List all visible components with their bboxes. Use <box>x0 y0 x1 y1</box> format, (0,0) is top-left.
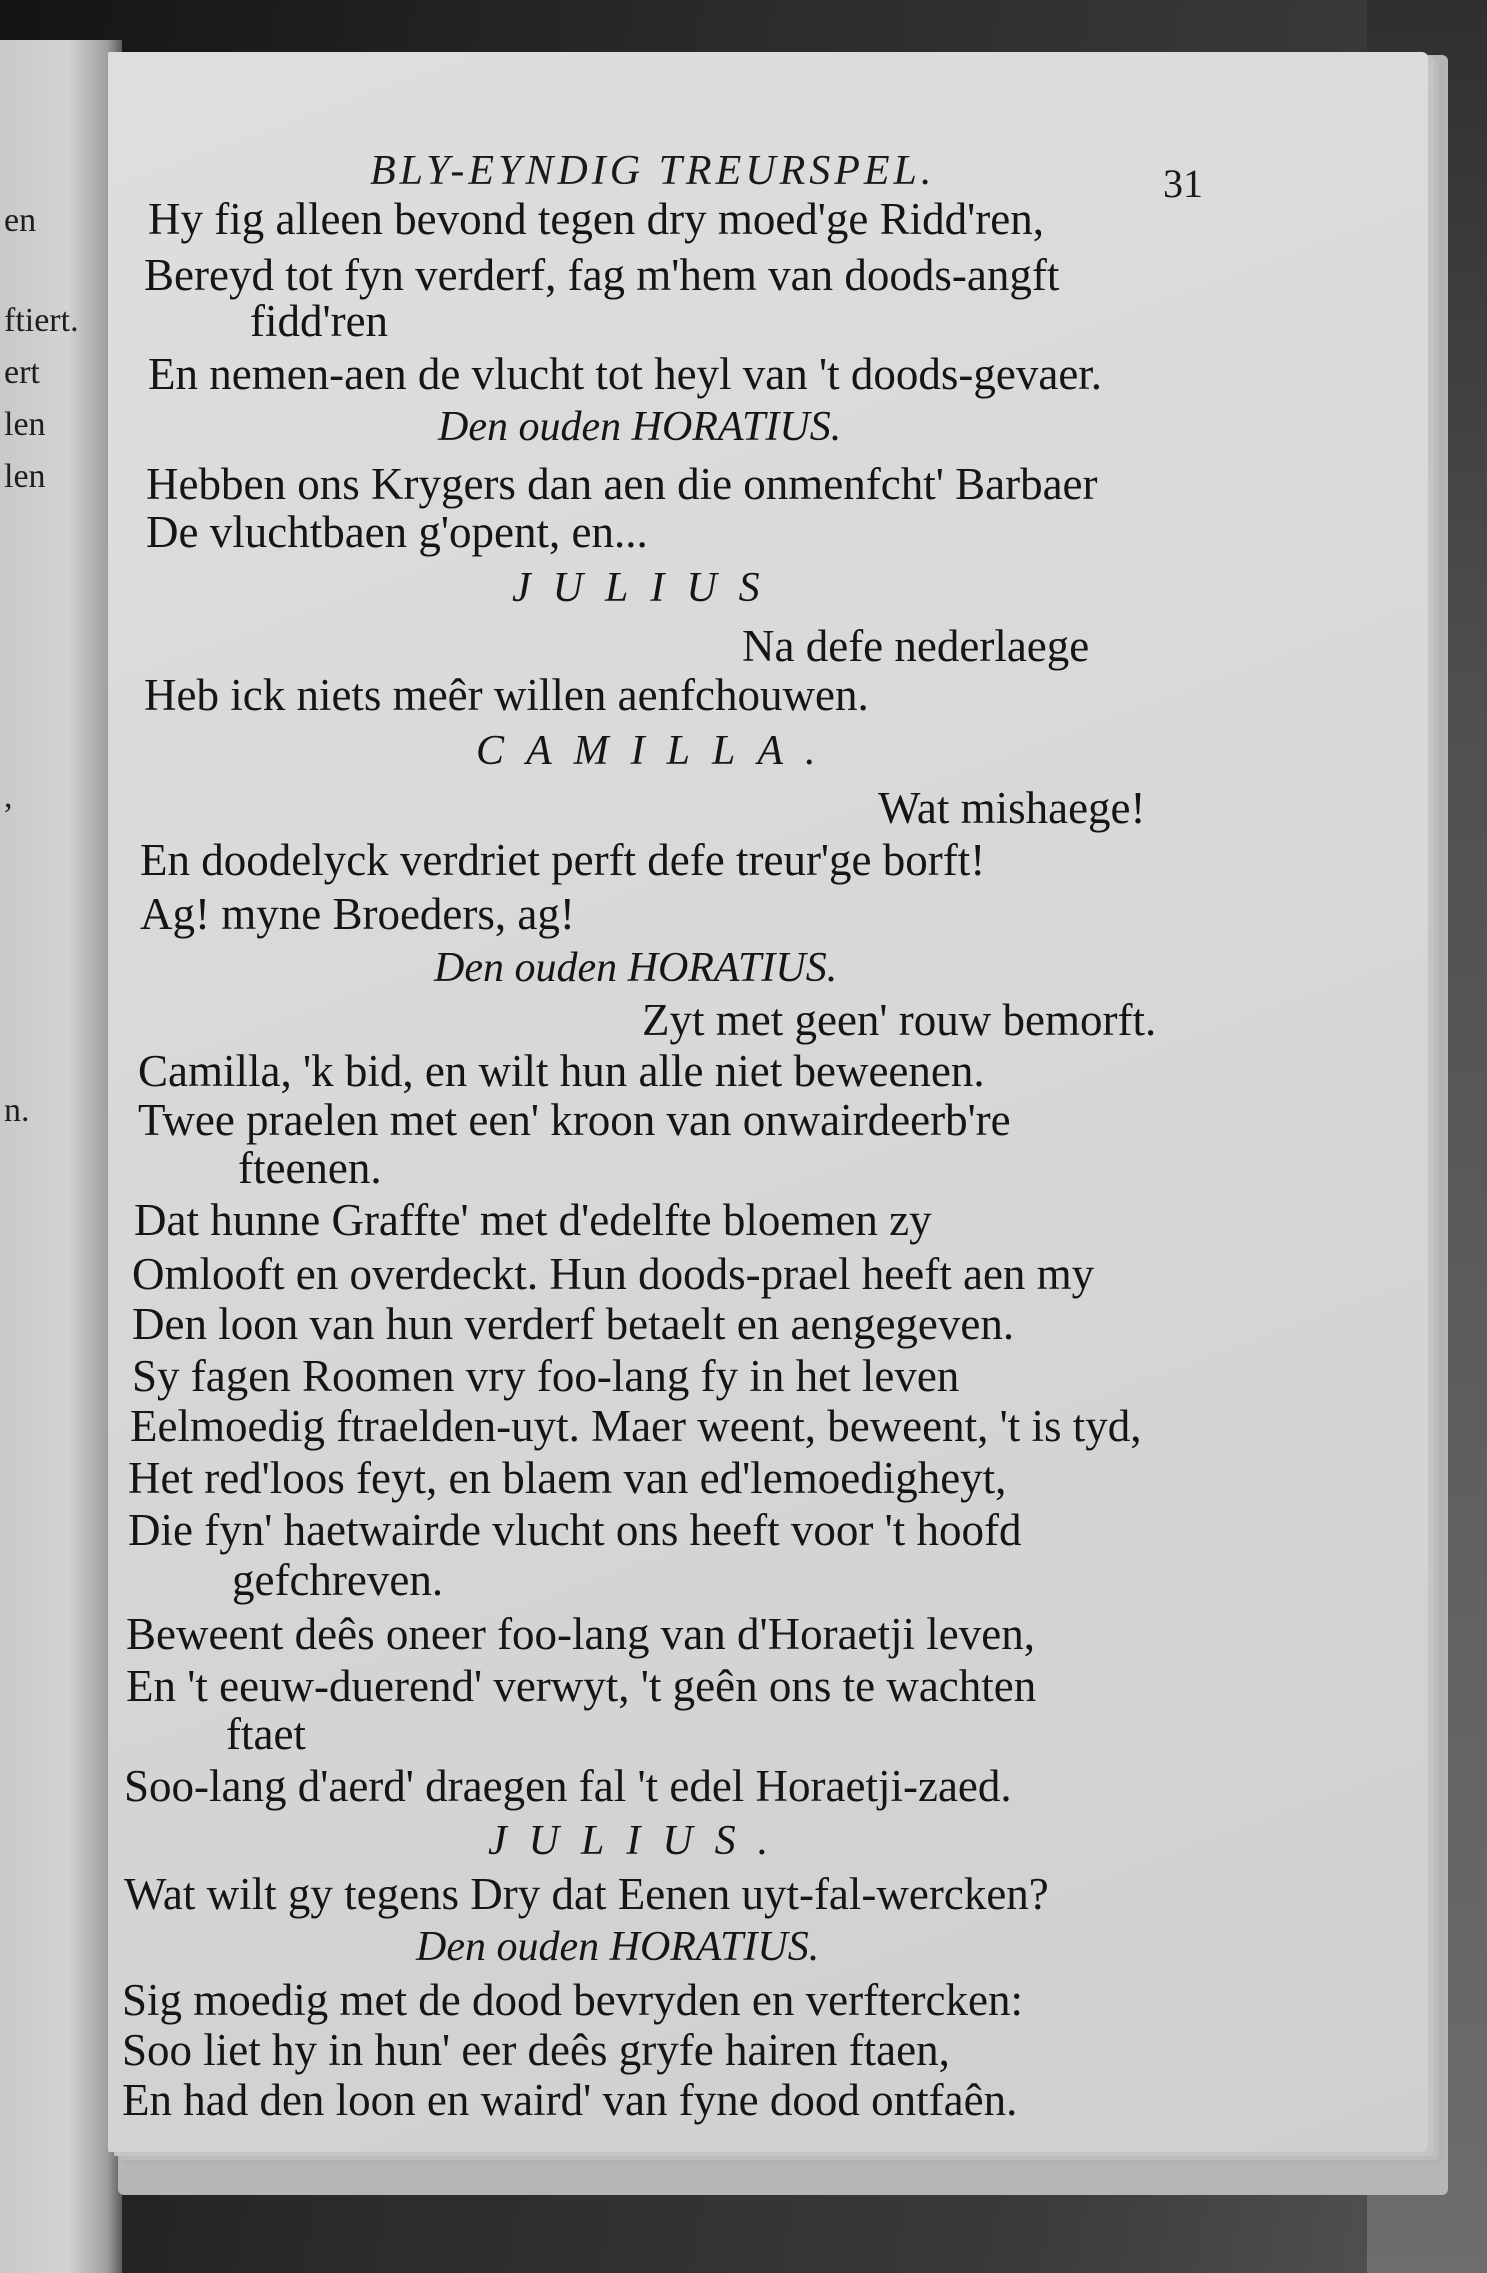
verse-line: Heb ick niets meêr willen aenfchouwen. <box>144 670 869 720</box>
verse-line: gefchreven. <box>232 1555 444 1605</box>
verse-line: Dat hunne Graffte' met d'edelfte bloemen zy <box>134 1195 932 1245</box>
left-page-fragment: len <box>4 458 46 495</box>
verse-line: Bereyd tot fyn verderf, fag m'hem van doods-angft <box>144 250 1060 300</box>
verse-line: Die fyn' haetwairde vlucht ons heeft voor 't hoofd <box>128 1505 1022 1555</box>
speaker-name: JULIUS <box>512 565 782 611</box>
left-page-fragment: n. <box>4 1092 30 1129</box>
left-page-fragment: ftiert. <box>4 302 79 339</box>
speaker-name: Den ouden HORATIUS. <box>438 404 842 450</box>
verse-line: Sig moedig met de dood bevryden en verftercken: <box>122 1975 1023 2025</box>
verse-line: Soo-lang d'aerd' draegen fal 't edel Horaetji-zaed. <box>124 1761 1012 1811</box>
verse-line: Hebben ons Krygers dan aen die onmenfcht' Barbaer <box>146 459 1098 509</box>
running-head: BLY-EYNDIG TREURSPEL. <box>370 148 936 194</box>
verse-line: Soo liet hy in hun' eer deês gryfe hairen ftaen, <box>122 2025 950 2075</box>
verse-line: Wat mishaege! <box>878 783 1146 833</box>
left-page-fragment: en <box>4 202 37 239</box>
left-page-edge <box>0 40 122 2273</box>
left-page-fragment: ert <box>4 354 40 391</box>
verse-line: En nemen-aen de vlucht tot heyl van 't doods-gevaer. <box>148 349 1103 399</box>
verse-line: Na defe nederlaege <box>742 621 1090 671</box>
left-page-fragment: len <box>4 406 46 443</box>
verse-line: Omlooft en overdeckt. Hun doods-prael heeft aen my <box>132 1249 1095 1299</box>
verse-line: ftaet <box>226 1709 306 1759</box>
verse-line: Eelmoedig ftraelden-uyt. Maer weent, beweent, 't is tyd, <box>130 1401 1142 1451</box>
verse-line: Camilla, 'k bid, en wilt hun alle niet beweenen. <box>138 1046 985 1096</box>
verse-line: fteenen. <box>238 1143 382 1193</box>
verse-line: Den loon van hun verderf betaelt en aengegeven. <box>132 1299 1015 1349</box>
verse-line: Het red'loos feyt, en blaem van ed'lemoedigheyt, <box>128 1453 1007 1503</box>
verse-line: Wat wilt gy tegens Dry dat Eenen uyt-fal-wercken? <box>124 1869 1049 1919</box>
book-page <box>108 52 1428 2152</box>
speaker-name: CAMILLA. <box>476 728 838 774</box>
verse-line: En 't eeuw-duerend' verwyt, 't geên ons te wachten <box>126 1661 1037 1711</box>
verse-line: Ag! myne Broeders, ag! <box>140 889 575 939</box>
verse-line: Beweent deês oneer foo-lang van d'Horaetji leven, <box>126 1609 1035 1659</box>
verse-line: En had den loon en waird' van fyne dood ontfaên. <box>122 2075 1018 2125</box>
verse-line: fidd'ren <box>250 296 389 346</box>
speaker-name: Den ouden HORATIUS. <box>416 1924 820 1970</box>
page-number: 31 <box>1163 161 1203 206</box>
verse-line: Twee praelen met een' kroon van onwairdeerb're <box>138 1095 1011 1145</box>
verse-line: Zyt met geen' rouw bemorft. <box>642 995 1157 1045</box>
speaker-name: Den ouden HORATIUS. <box>434 945 838 991</box>
verse-line: Hy fig alleen bevond tegen dry moed'ge Ridd'ren, <box>148 194 1044 244</box>
verse-line: Sy fagen Roomen vry foo-lang fy in het leven <box>132 1351 960 1401</box>
left-page-fragment: , <box>4 778 13 815</box>
verse-line: De vluchtbaen g'opent, en... <box>146 507 648 557</box>
verse-line: En doodelyck verdriet perft defe treur'ge borft! <box>140 835 986 885</box>
speaker-name: JULIUS. <box>488 1818 791 1864</box>
